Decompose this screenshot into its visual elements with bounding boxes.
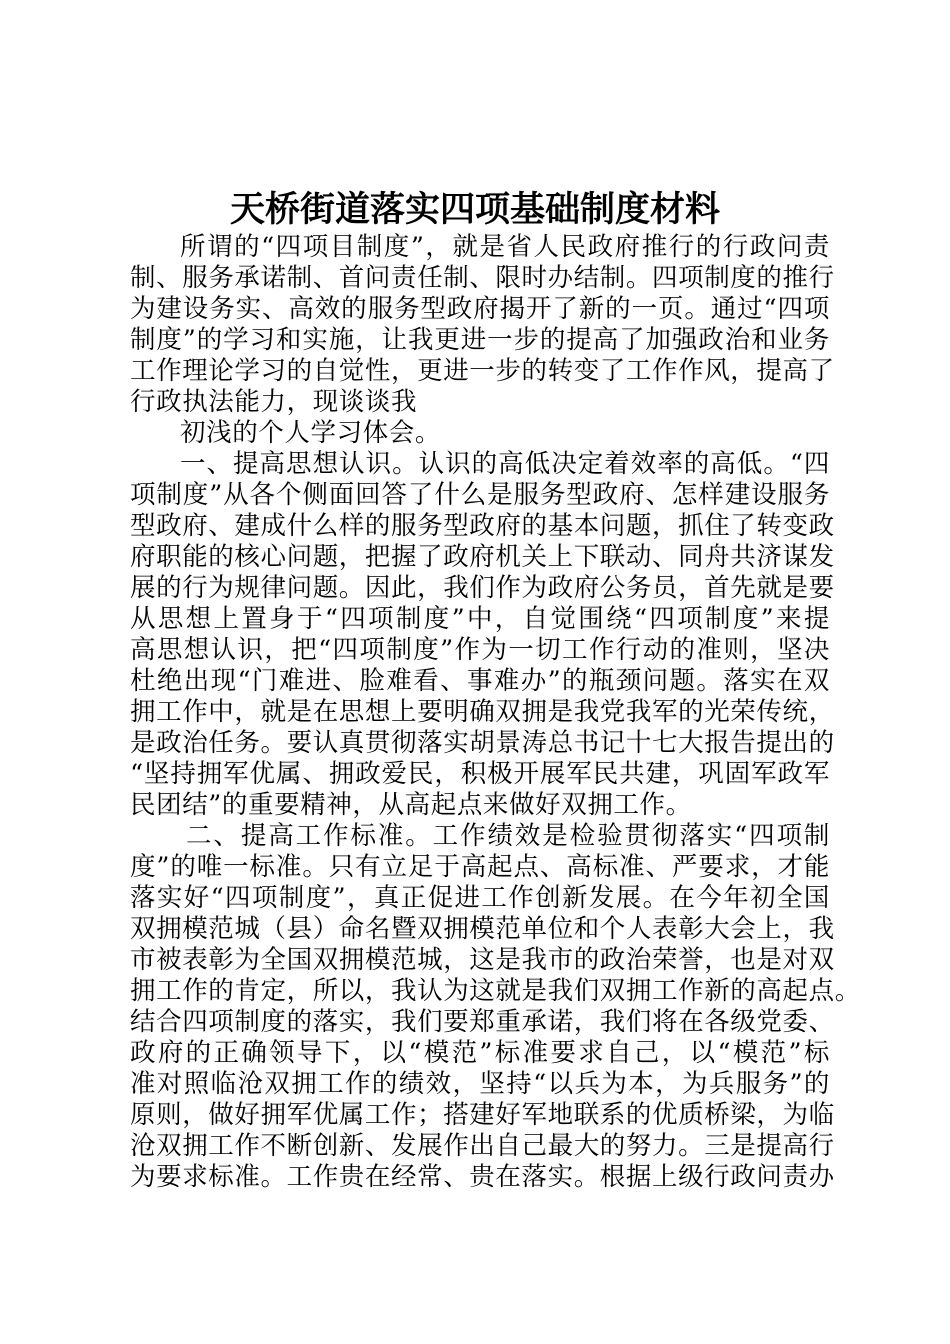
text-line: 原则，做好拥军优属工作；搭建好军地联系的优质桥梁，为临 [130, 1100, 835, 1130]
text-line: 政府的正确领导下，以“模范”标准要求自己，以“模范”标 [130, 1038, 830, 1068]
text-line: 高思想认识，把“四项制度”作为一切工作行动的准则，坚决 [130, 635, 830, 665]
text-line: 制、服务承诺制、首问责任制、限时办结制。四项制度的推行 [130, 263, 835, 293]
text-line: 二、提高工作标准。工作绩效是检验贯彻落实“四项制 [186, 821, 830, 851]
text-line: 杜绝出现“门难进、脸难看、事难办”的瓶颈问题。落实在双 [130, 666, 830, 696]
text-line: 工作理论学习的自觉性，更进一步的转变了工作作风，提高了 [130, 356, 835, 386]
text-line: 行政执法能力，现谈谈我 [130, 387, 418, 417]
text-line: 初浅的个人学习体会。 [180, 418, 442, 448]
text-line: 结合四项制度的落实，我们要郑重承诺，我们将在各级党委、 [130, 1007, 835, 1037]
text-line: 项制度”从各个侧面回答了什么是服务型政府、怎样建设服务 [130, 480, 830, 510]
text-line: 落实好“四项制度”，真正促进工作创新发展。在今年初全国 [130, 883, 830, 913]
text-line: 从思想上置身于“四项制度”中，自觉围绕“四项制度”来提 [130, 604, 830, 634]
text-line: 一、提高思想认识。认识的高低决定着效率的高低。“四 [180, 449, 830, 479]
text-line: 拥工作中，就是在思想上要明确双拥是我党我军的光荣传统， [130, 697, 835, 727]
text-line: 市被表彰为全国双拥模范城，这是我市的政治荣誉，也是对双 [130, 945, 835, 975]
text-line: 拥工作的肯定，所以，我认为这就是我们双拥工作新的高起点。 [130, 976, 861, 1006]
text-line: 制度”的学习和实施，让我更进一步的提高了加强政治和业务 [130, 325, 830, 355]
text-line: “坚持拥军优属、拥政爱民，积极开展军民共建，巩固军政军 [130, 759, 830, 789]
text-line: 是政治任务。要认真贯彻落实胡景涛总书记十七大报告提出的 [130, 728, 835, 758]
text-line: 双拥模范城（县）命名暨双拥模范单位和个人表彰大会上，我 [130, 914, 835, 944]
text-line: 为建设务实、高效的服务型政府揭开了新的一页。通过“四项 [130, 294, 830, 324]
document-title: 天桥街道落实四项基础制度材料 [229, 189, 720, 230]
text-line: 为要求标准。工作贵在经常、贵在落实。根据上级行政问责办 [130, 1162, 835, 1192]
text-line: 准对照临沧双拥工作的绩效，坚持“以兵为本，为兵服务”的 [130, 1069, 830, 1099]
text-line: 展的行为规律问题。因此，我们作为政府公务员，首先就是要 [130, 573, 835, 603]
text-line: 度”的唯一标准。只有立足于高起点、高标准、严要求，才能 [130, 852, 830, 882]
document-body [130, 232, 861, 1193]
text-line: 所谓的“四项目制度”，就是省人民政府推行的行政问责 [180, 232, 830, 262]
text-line: 沧双拥工作不断创新、发展作出自己最大的努力。三是提高行 [130, 1131, 835, 1161]
text-line: 府职能的核心问题，把握了政府机关上下联动、同舟共济谋发 [130, 542, 835, 572]
text-line: 民团结”的重要精神，从高起点来做好双拥工作。 [130, 790, 692, 820]
text-line: 型政府、建成什么样的服务型政府的基本问题，抓住了转变政 [130, 511, 835, 541]
